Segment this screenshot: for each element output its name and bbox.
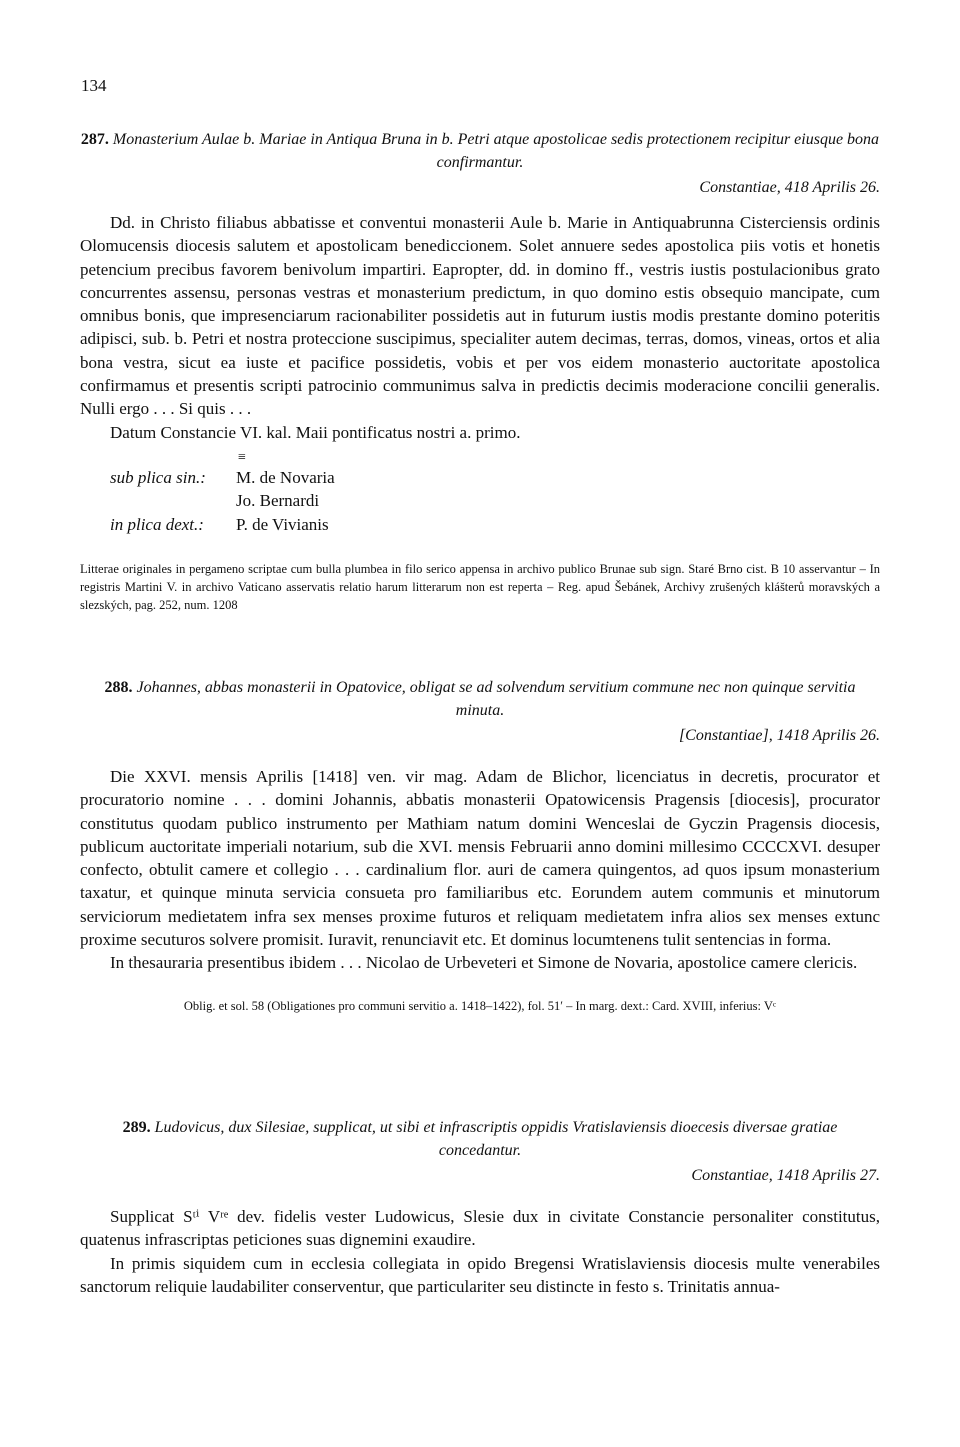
entry-287 — [80, 128, 880, 614]
paragraph: Datum Constancie VI. kal. Maii pontificatus nostri a. primo. — [110, 422, 521, 442]
signature-name: M. de Novaria — [236, 467, 335, 487]
source-note: Litterae originales in pergameno scriptae cum bulla plumbea in filo serico appensa in archivo publico Brunae sub sign. Staré Brno cist. B 10 asservantur – In registris Martini V. in archivo Vaticano asservatis relatio harum litterarum non est reperta – Reg. apud Šebánek, Archivy zrušených klášterů moravských a slezských, pag. 252, num. 1208 — [80, 562, 880, 613]
entry-number: 287. — [80, 131, 109, 148]
entry-body — [80, 765, 880, 975]
entry-date: [Constantiae], 1418 Aprilis 26. — [678, 727, 880, 744]
entry-title-text: Ludovicus, dux Silesiae, supplicat, ut sibi et infrascriptis oppidis Vratislaviensis dioecesis diversae gratiae concedantur. — [154, 1119, 838, 1159]
signature-label: in plica dext.: — [110, 514, 204, 534]
signature-label — [80, 489, 236, 513]
entry-number: 289. — [122, 1119, 151, 1136]
signatures — [80, 450, 880, 537]
signature-name: P. de Vivianis — [236, 514, 329, 534]
paragraph: Die XXVI. mensis Aprilis [1418] ven. vir mag. Adam de Blichor, licenciatus in decretis, procurator et procuratorio nomine . . . domini Johannis, abbatis monasterii Opatowicensis Pragensis [diocesis], procurator constitutus quodam publico instrumento per Mathiam natum domini Wenceslai de Gyczin Pragensis diocesis, publicum auctoritate imperiali notarium, sub die XVI. mensis Februarii anno domini millesimo CCCCXVI. desuper confecto, obtulit camere et collegio . . . cardinalium flor. auri de camera quingentos, ad quos ipsum monasterium taxatur, et quinque minuta servicia consueta pro familiaribus etc. Eorundem autem communis et minutorum serviciorum medietatem infra sex menses proxime futuros et reliquam medietatem infra alios sex menses extunc proxime secuturos solvere promisit. Iuravit, renunciavit etc. Et dominus locumtenens tulit sentencias in forma. — [80, 767, 880, 950]
source-note: Oblig. et sol. 58 (Obligationes pro communi servitio a. 1418–1422), fol. 51′ – In marg. dext.: Card. XVIII, inferius: Vᶜ — [183, 998, 777, 1013]
paragraph: In primis siquidem cum in ecclesia collegiata in opido Bregensi Wratislaviensis diocesis multe venerabiles sanctorum reliquie laudabiliter conserventur, que particulariter seu distincte in festo s. Trinitatis annua- — [80, 1253, 880, 1296]
entry-date: Constantiae, 1418 Aprilis 27. — [691, 1167, 880, 1184]
signature-row — [80, 466, 880, 490]
entry-title — [80, 128, 880, 174]
signature-name: Jo. Bernardi — [236, 491, 320, 511]
entry-title — [80, 1116, 880, 1162]
signature-label: sub plica sin.: — [110, 467, 206, 487]
entry-date: Constantiae, 418 Aprilis 26. — [699, 179, 880, 196]
paragraph: Supplicat Sᵗⁱ Vʳᵉ dev. fidelis vester Ludowicus, Slesie dux in civitate Constancie personaliter constitutus, quatenus infrascriptas peticiones suas dignemini exaudire. — [80, 1207, 880, 1250]
entry-body — [80, 1205, 880, 1298]
entry-title-text: Johannes, abbas monasterii in Opatovice, obligat se ad solvendum servitium commune nec non quinque servitia minuta. — [136, 679, 856, 719]
paragraph: Dd. in Christo filiabus abbatisse et conventui monasterii Aule b. Marie in Antiquabrunna Cisterciensis ordinis Olomucensis diocesis salutem et apostolicam benediccionem. Solet annuere sedes apostolica piis votis et honetis petencium precibus favorem benivolum impartiri. Eapropter, dd. in domino ff., vestris iustis postulacionibus grato concurrentes assensu, personas vestras et monasterium predictum, in quo domino estis obsequio mancipate, cum omnibus bonis, que impresenciarum racionabiliter possidetis aut in futurum iustis modis prestante domino poteritis adipisci, sub. b. Petri et nostra proteccione suscipimus, specialiter autem decimas, terras, domos, vineas, ortos et alia bona vestra, sicut ea iuste et pacifice possidetis, vobis et per vos eidem monasterio auctoritate apostolica confirmamus et presentis scripti patrocinio communimus salva in predictis decimis moderacione concilii generalis. Nulli ergo . . . Si quis . . . — [80, 213, 880, 419]
signature-row — [80, 489, 880, 513]
entry-288 — [80, 676, 880, 1015]
entry-title-text: Monasterium Aulae b. Mariae in Antiqua Bruna in b. Petri atque apostolicae sedis protectionem recipitur eiusque bona confirmantur. — [112, 131, 880, 171]
page-number: 134 — [81, 76, 107, 95]
entry-title — [80, 676, 880, 722]
entry-289 — [80, 1116, 880, 1298]
entry-body — [80, 211, 880, 444]
entry-number: 288. — [104, 679, 133, 696]
signature-mark: ≡ — [238, 449, 245, 465]
signature-row — [80, 513, 880, 537]
paragraph: In thesauraria presentibus ibidem . . . Nicolao de Urbeveteri et Simone de Novaria, apostolice camere clericis. — [110, 953, 858, 973]
